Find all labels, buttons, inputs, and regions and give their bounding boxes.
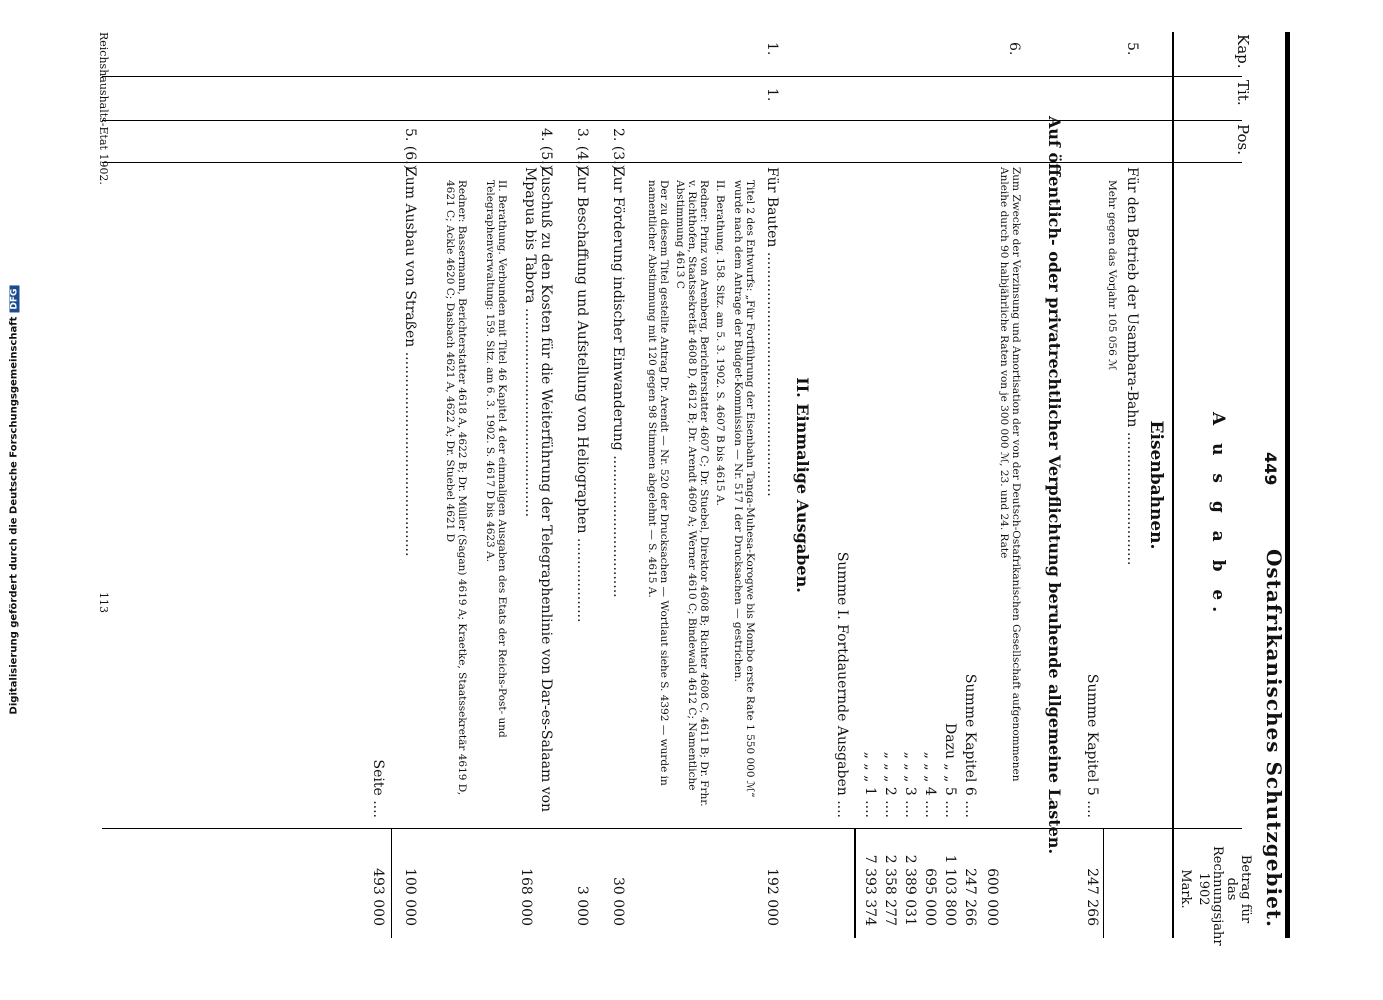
sum-line	[1103, 828, 1104, 938]
row-value: 168 000	[518, 868, 534, 926]
row-value: 600 000	[984, 868, 1000, 926]
header-rule	[1172, 32, 1174, 938]
row-text: Zum Zwecke der Verzinsung und Amortisation der von der Deutsch-Ostafrikanischen Gesellschaft aufgenommenen Anleihe durch 90 halbjährliche Raten von je 300 000 ℳ, 23. und 24. Rate	[998, 167, 1022, 782]
row-text: „ „ „ 3 ....	[902, 751, 918, 818]
table-row	[1078, 32, 1100, 938]
column-divider	[102, 76, 1242, 77]
dfg-logo: DFG	[10, 286, 20, 313]
pos-number: 4. (5.)	[538, 128, 554, 171]
row-text: Summe I. Fortdauernde Ausgaben ....	[834, 551, 850, 818]
row-text: Für den Betrieb der Usambara-Bahn ..............................	[1124, 167, 1140, 566]
pos-number: 3. (4.)	[574, 128, 590, 171]
row-value: 1 103 800	[942, 854, 958, 926]
row-note: Titel 2 des Entwurfs: „Für Fortführung der Eisenbahn Tanga-Muhesa-Korogwe bis Mombo erste Rate 1 550 000 ℳ“ wurde nach dem Antrage der Budget-Kommission — Nr. 517 I der Drucksachen — gestrichen.	[732, 180, 756, 798]
table-row	[896, 32, 918, 938]
row-note: Der zu diesem Titel gestellte Antrag Dr. Arendt — Nr. 520 der Drucksachen — Wortlaut siehe S. 4392 — wurde in namentlicher Abstimmung mit 120 gegen 98 Stimmen abgelehnt — S. 4615 A.	[646, 180, 670, 786]
row-value: 7 393 374	[862, 854, 878, 926]
kap-number: 1.	[764, 42, 780, 56]
row-note: Mehr gegen das Vorjahr 105 056 ℳ	[1106, 180, 1118, 371]
table-row	[364, 32, 386, 938]
row-text: Zur Beschaffung und Aufstellung von Heliographen ...................	[574, 167, 590, 623]
row-note: II. Berathung. Verbunden mit Titel 46 Kapitel 4 der einmaligen Ausgaben des Etats der Reichs-Post- und Telegraphenverwaltung: 159. Sitz. am 6. 3. 1902. S. 4617 D bis 4623 A.	[484, 180, 508, 738]
header-betrag-text: Betrag für das Rechnungsjahr 1902	[1196, 846, 1253, 946]
page-number: 449	[1261, 452, 1280, 486]
header-tit: Tit.	[1234, 80, 1252, 106]
row-value: 2 389 031	[902, 854, 918, 926]
table-row	[982, 32, 1022, 938]
section-lasten: Auf öffentlich- oder privatrechtlicher Verpflichtung beruhende allgemeine Lasten.	[1045, 115, 1064, 855]
footer-left: Reichshaushalts-Etat 1902.	[97, 32, 110, 185]
row-text: Zur Förderung indischer Einwanderung ................................	[610, 167, 626, 598]
page-frame	[74, 32, 1290, 946]
column-divider	[102, 828, 1242, 829]
kap-number: 5.	[1124, 42, 1140, 56]
row-text: Summe Kapitel 5 ....	[1084, 673, 1100, 818]
row-value: 247 266	[962, 868, 978, 926]
table-row	[1118, 32, 1140, 938]
table-row	[758, 32, 780, 938]
kap-number: 6.	[1006, 42, 1022, 56]
table-header	[1174, 32, 1258, 946]
tit-number: 1.	[764, 88, 780, 102]
table-row	[568, 32, 590, 938]
column-divider	[102, 120, 1242, 121]
table-row	[604, 32, 626, 938]
row-text: „ „ „ 4 ....	[922, 751, 938, 818]
header-pos: Pos.	[1234, 124, 1252, 155]
column-divider	[102, 162, 1242, 163]
section-eisenbahnen: Eisenbahnen.	[1146, 420, 1166, 550]
pos-number: 5. (6.)	[402, 128, 418, 171]
table-row	[396, 32, 418, 938]
row-note: Redner: Prinz von Arenberg, Berichterstatter 4607 C; Dr. Stuebel, Direktor 4608 B; Richter 4608 C, 4611 B; Dr. Frhr. v. Richthofen, Staatssekretär 4608 D, 4612 B; Dr. Arendt 4609 A; Werner 4610 C; Bindewald 4612 C; Namentliche Abstimmung 4613 C	[674, 180, 710, 807]
rotated-page	[70, 32, 1290, 946]
header-betrag	[1178, 846, 1253, 946]
sum-line	[854, 828, 856, 938]
page-title: Ostafrikanisches Schutzgebiet.	[1262, 548, 1286, 928]
pos-number: 2. (3.)	[610, 128, 626, 171]
table-row	[828, 32, 850, 938]
row-value: 247 266	[1084, 868, 1100, 926]
table-row	[916, 32, 938, 938]
row-text: Summe Kapitel 6 ....	[962, 673, 978, 818]
row-value: 2 358 277	[882, 854, 898, 926]
footer-right: 113	[97, 592, 110, 613]
row-value: 192 000	[764, 868, 780, 926]
row-text: Für Bauten .......................................................	[764, 167, 780, 497]
row-value: 695 000	[922, 868, 938, 926]
row-text: Zum Ausbau von Straßen ..............................................	[402, 167, 418, 557]
row-text: „ „ „ 1 ....	[862, 751, 878, 818]
sum-line	[391, 828, 392, 938]
table-row	[936, 32, 958, 938]
digitization-note-text: Digitalisierung gefördert durch die Deutsche Forschungsgemeinschaft	[8, 316, 20, 715]
table-row	[514, 32, 554, 938]
header-kap: Kap.	[1234, 34, 1252, 69]
row-value: 493 000	[370, 868, 386, 926]
row-value: 30 000	[610, 877, 626, 926]
table-row	[956, 32, 978, 938]
header-mark: Mark.	[1178, 869, 1193, 909]
row-text: Zuschuß zu den Kosten für die Weiterführung der Telegraphenlinie von Dar-es-Salaam von Mpapua bis Tabora ...............................................	[522, 167, 554, 813]
table-row	[856, 32, 878, 938]
digitization-note	[2, 0, 26, 1000]
row-text: „ „ „ 2 ....	[882, 751, 898, 818]
row-note: Redner: Bassermann, Berichterstatter 4618 A, 4622 B; Dr. Müller (Sagan) 4619 A; Kraetke, Staatssekretär 4619 D, 4621 C; Ackle 4620 C; Dasbach 4621 A, 4622 A; Dr. Stuebel 4621 D	[444, 180, 468, 796]
table-row	[876, 32, 898, 938]
row-value: 3 000	[574, 885, 590, 926]
row-note: II. Berathung. 158. Sitz. am 5. 3. 1902. S. 4607 B bis 4615 A.	[714, 180, 726, 506]
header-ausgabe: A u s g a b e.	[1208, 412, 1228, 619]
row-text: Dazu „ „ 5 ....	[942, 723, 958, 818]
row-value: 100 000	[402, 868, 418, 926]
section-einmalige: II. Einmalige Ausgaben.	[793, 377, 812, 593]
row-text: Seite ....	[370, 759, 386, 818]
